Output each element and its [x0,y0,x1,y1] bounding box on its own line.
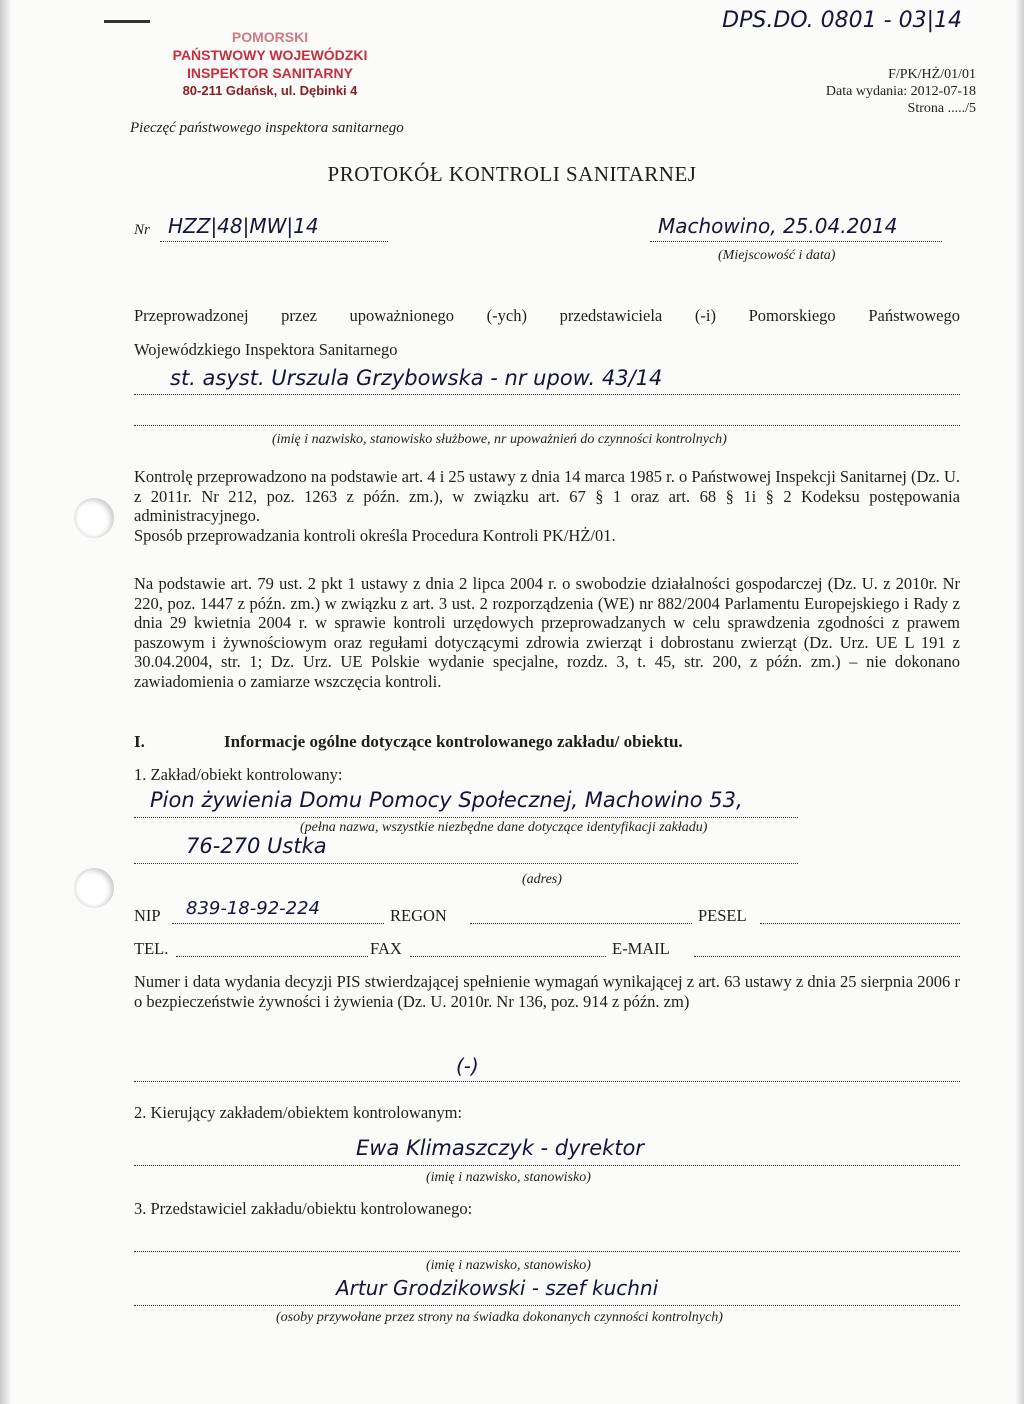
document-title: PROTOKÓŁ KONTROLI SANITARNEJ [327,162,697,186]
stamp-line-3: INSPEKTOR SANITARNY [187,65,353,81]
address-dotted-line [134,862,798,864]
nip-label: NIP [134,906,161,925]
stamp-caption: Pieczęć państwowego inspektora sanitarnego [130,120,404,136]
stamp-line-4: 80-211 Gdańsk, ul. Dębinki 4 [182,83,358,98]
address-caption: (adres) [522,872,562,887]
decision-text: Numer i data wydania decyzji PIS stwierdzającej spełnienie wymagań wynikającej z art. 63 ustawy z dnia 25 sierpnia 2006 r o bezpieczeństwie żywności i żywienia (Dz. U. 2010r. Nr 136, poz. 914 z późn. zm) [134,972,960,1011]
place-date-value: Machowino, 25.04.2014 [658,214,898,238]
scan-left-edge [0,0,10,1404]
fax-dotted-line [410,955,606,957]
facility-dotted-line [134,816,798,818]
legal-basis-paragraph-1: Kontrolę przeprowadzono na podstawie art. 4 i 25 ustawy z dnia 14 marca 1985 r. o Państwowej Inspekcji Sanitarnej (Dz. U. z 2011r. Nr 212, poz. 1263 z późn. zm.), w związku art. 67 § 1 oraz art. 68 § 1i § 2 Kodeksu postępowania administracyjnego. [134,467,960,525]
punch-hole-top [74,498,114,538]
place-date-dotted-line [650,240,942,242]
tel-dotted-line [176,955,368,957]
legal-basis-paragraph-3: Na podstawie art. 79 ust. 2 pkt 1 ustawy z dnia 2 lipca 2004 r. o swobodzie działalności gospodarczej (Dz. U. z 2010r. Nr 220, poz. 1447 z późn. zm.) w związku z art. 3 ust. 2 rozporządzenia (WE) nr 882/2004 Parlamentu Europejskiego i Rady z dnia 29 kwietnia 2004 r. w sprawie kontroli urzędowych przeprowadzanych w celu sprawdzenia zgodności z prawem paszowym i żywnościowym oraz regułami dotyczącymi zdrowia zwierząt i dobrostanu zwierząt (Dz. Urz. UE L 191 z 30.04.2004, str. 1; Dz. Urz. UE Polskie wydanie specjalne, rozdz. 3, t. 45, str. 200, z późn. zm.) – nie dokonano zawiadomienia o zamiarze wszczęcia kontroli. [134,574,960,691]
section-title: Informacje ogólne dotyczące kontrolowanego zakładu/ obiektu. [224,732,683,751]
representative-dotted-line [134,1250,960,1252]
manager-caption: (imię i nazwisko, stanowisko) [426,1170,591,1185]
punch-hole-bottom [74,868,114,908]
email-label: E-MAIL [612,939,670,958]
nip-value: 839-18-92-224 [186,898,321,919]
nip-dotted-line [172,922,384,924]
number-label: Nr [134,222,150,238]
page-number: Strona ...../5 [907,101,976,116]
inspector-handwritten: st. asyst. Urszula Grzybowska - nr upow. 43/14 [170,366,663,390]
facility-handwritten: Pion żywienia Domu Pomocy Społecznej, Machowino 53, [150,788,743,812]
manager-dotted-line [134,1164,960,1166]
intro-line-1: Przeprowadzonej przez upoważnionego (-ych) przedstawiciela (-i) Pomorskiego Państwowego [134,306,960,325]
address-handwritten: 76-270 Ustka [186,834,327,858]
representative-label: 3. Przedstawiciel zakładu/obiektu kontrolowanego: [134,1199,473,1218]
inspector-stamp [140,28,400,100]
scan-right-edge [1016,0,1024,1404]
protocol-number: HZZ|48|MW|14 [168,214,319,238]
place-date-caption: (Miejscowość i data) [718,248,836,263]
decision-dotted-line [134,1080,960,1082]
handwritten-reference: DPS.DO. 0801 - 03|14 [722,8,962,33]
pesel-label: PESEL [698,906,747,925]
inspector-dotted-line-1 [134,393,960,395]
tel-label: TEL. [134,939,169,958]
manager-label: 2. Kierujący zakładem/obiektem kontrolowanym: [134,1103,463,1122]
inspector-dotted-line-2 [134,424,960,426]
representative-caption: (imię i nazwisko, stanowisko) [426,1258,591,1273]
inspector-caption: (imię i nazwisko, stanowisko służbowe, nr upoważnień do czynności kontrolnych) [272,432,727,447]
pesel-dotted-line [760,922,960,924]
form-code: F/PK/HŻ/01/01 [888,67,976,82]
decision-handwritten: (-) [456,1054,479,1078]
fax-label: FAX [370,939,402,958]
witness-caption: (osoby przywołane przez strony na świadka dokonanych czynności kontrolnych) [276,1310,723,1325]
form-header [826,66,976,117]
section-number: I. [134,732,145,751]
email-dotted-line [694,955,960,957]
intro-line-2: Wojewódzkiego Inspektora Sanitarnego [134,340,398,359]
margin-mark [104,20,150,23]
manager-handwritten: Ewa Klimaszczyk - dyrektor [356,1136,644,1160]
legal-basis-paragraph-2: Sposób przeprowadzania kontroli określa Procedura Kontroli PK/HŻ/01. [134,526,616,545]
facility-caption: (pełna nazwa, wszystkie niezbędne dane dotyczące identyfikacji zakładu) [300,820,708,835]
facility-label: 1. Zakład/obiekt kontrolowany: [134,765,343,784]
witness-handwritten: Artur Grodzikowski - szef kuchni [336,1276,659,1300]
regon-label: REGON [390,906,447,925]
regon-dotted-line [470,922,692,924]
stamp-line-2: PAŃSTWOWY WOJEWÓDZKI [172,47,368,63]
number-dotted-line [160,240,388,242]
issue-date: Data wydania: 2012-07-18 [825,84,976,99]
stamp-line-1: POMORSKI [231,29,309,45]
witness-dotted-line [134,1304,960,1306]
